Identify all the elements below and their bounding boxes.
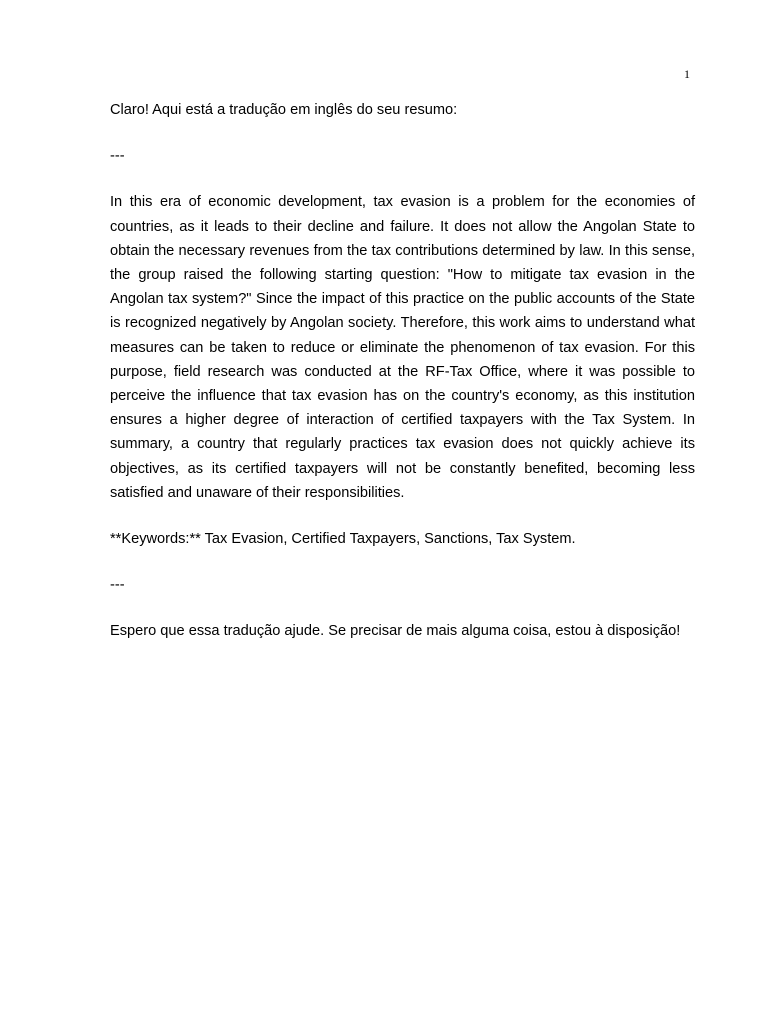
document-body xyxy=(110,98,695,644)
closing-paragraph: Espero que essa tradução ajude. Se precisar de mais alguma coisa, estou à disposição! xyxy=(110,623,681,640)
intro-paragraph: Claro! Aqui está a tradução em inglês do seu resumo: xyxy=(110,102,458,118)
separator-bottom: --- xyxy=(110,577,125,594)
abstract-paragraph: In this era of economic development, tax evasion is a problem for the economies of countries, as it leads to their decline and failure. It does not allow the Angolan State to obtain the necessary revenues from the tax contributions determined by law. In this sense, the group raised the following starting question: "How to mitigate tax evasion in the Angolan tax system?" Since the impact of this practice on the public accounts of the State is recognized negatively by Angolan society. Therefore, this work aims to understand what measures can be taken to reduce or eliminate the phenomenon of tax evasion. For this purpose, field research was conducted at the RF-Tax Office, where it was possible to perceive the influence that tax evasion has on the country's economy, as this institution ensures a higher degree of interaction of certified taxpayers with the Tax System. In summary, a country that regularly practices tax evasion does not quickly achieve its objectives, as its certified taxpayers will not be constantly benefited, becoming less satisfied and unaware of their responsibilities. xyxy=(110,194,695,501)
page-number: 1 xyxy=(684,67,690,81)
separator-top: --- xyxy=(110,148,125,165)
keywords-paragraph: **Keywords:** Tax Evasion, Certified Taxpayers, Sanctions, Tax System. xyxy=(110,531,576,548)
